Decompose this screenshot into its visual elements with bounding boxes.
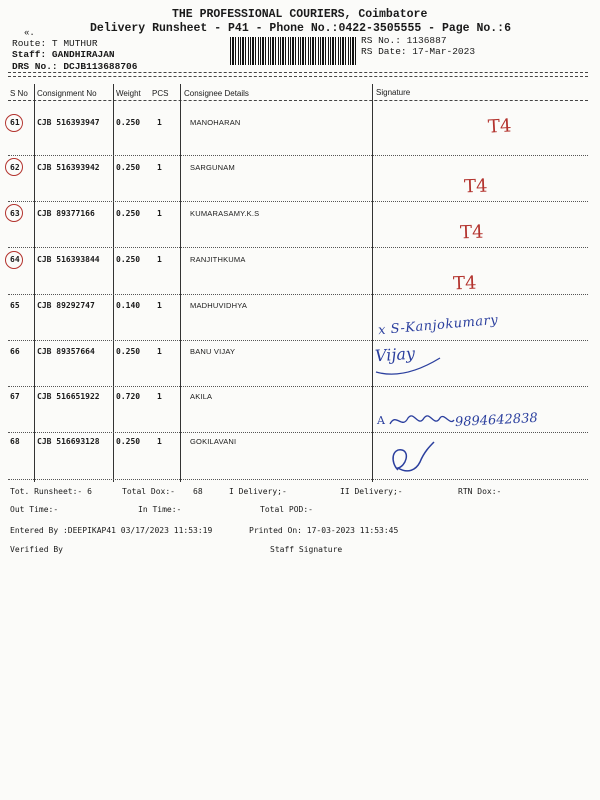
row-consignee: AKILA [190, 392, 213, 401]
in-time: In Time:- [138, 505, 182, 514]
row-pcs: 1 [157, 437, 162, 446]
row-consignment: CJB 516693128 [37, 437, 100, 446]
ii-delivery: II Delivery;- [340, 487, 403, 496]
row-pcs: 1 [157, 347, 162, 356]
rs-number: RS No.: 1136887 [361, 35, 447, 46]
row-consignee: SARGUNAM [190, 163, 235, 172]
row-consignment: CJB 89357664 [37, 347, 95, 356]
row-weight: 0.140 [116, 301, 141, 310]
row-consignee: MADHUVIDHYA [190, 301, 248, 310]
printed-on: Printed On: 17-03-2023 11:53:45 [249, 526, 399, 535]
row-sno: 65 [10, 301, 20, 310]
row-sno: 63 [10, 209, 20, 218]
row-weight: 0.250 [116, 347, 141, 356]
handwritten-signature: Vijay [374, 343, 416, 366]
col-consignee: Consignee Details [184, 89, 249, 98]
row-sno: 68 [10, 437, 20, 446]
row-consignment: CJB 516393947 [37, 118, 100, 127]
row-pcs: 1 [157, 163, 162, 172]
row-separator [8, 155, 588, 156]
row-separator [8, 247, 588, 248]
column-divider [372, 84, 373, 482]
total-pod: Total POD:- [260, 505, 313, 514]
route-label: Route: [12, 38, 47, 49]
row-separator [8, 201, 588, 202]
rs-date: RS Date: 17-Mar-2023 [361, 46, 476, 57]
tot-runsheet: Tot. Runsheet:- 6 [10, 487, 92, 496]
handwritten-initials: T4 [459, 221, 484, 244]
route-value: T MUTHUR [51, 38, 98, 49]
row-pcs: 1 [157, 255, 162, 264]
handwritten-signature: x S-Kanjokumary [377, 312, 499, 339]
col-consignment: Consignment No [37, 89, 97, 98]
drs-value: DCJB113688706 [63, 61, 138, 72]
row-pcs: 1 [157, 118, 162, 127]
row-sno: 62 [10, 163, 20, 172]
entered-by: Entered By :DEEPIKAP41 03/17/2023 11:53:19 [10, 526, 213, 535]
table-bottom-rule [8, 479, 588, 480]
handwritten-initials: T4 [487, 115, 513, 138]
handwritten-initials: T4 [452, 272, 477, 295]
row-weight: 0.250 [116, 255, 141, 264]
row-weight: 0.250 [116, 209, 141, 218]
row-weight: 0.250 [116, 118, 141, 127]
column-divider [34, 84, 35, 482]
signature-underline [374, 350, 444, 380]
col-signature: Signature [376, 88, 411, 97]
row-sno: 67 [10, 392, 20, 401]
i-delivery: I Delivery;- [229, 487, 287, 496]
barcode [230, 37, 356, 65]
route-line [12, 38, 98, 49]
column-divider [180, 84, 181, 482]
row-separator [8, 386, 588, 387]
row-sno: 64 [10, 255, 20, 264]
handwritten-initials: T4 [463, 175, 488, 198]
row-pcs: 1 [157, 301, 162, 310]
total-dox-label: Total Dox:- [122, 487, 175, 496]
row-separator [8, 340, 588, 341]
row-sno: 61 [10, 118, 20, 127]
col-sno: S No [10, 89, 28, 98]
drs-label: DRS No.: [12, 61, 58, 72]
scribble-signature [388, 440, 438, 478]
handwritten-initial: A [377, 414, 385, 427]
row-pcs: 1 [157, 392, 162, 401]
scribble-signature [388, 410, 458, 432]
staff-label: Staff: [12, 49, 47, 60]
col-weight: Weight [116, 89, 141, 98]
row-consignment: CJB 516393942 [37, 163, 100, 172]
out-time: Out Time:- [10, 505, 59, 514]
row-consignment: CJB 516651922 [37, 392, 100, 401]
company-title: THE PROFESSIONAL COURIERS, Coimbatore [172, 8, 428, 21]
row-consignment: CJB 516393844 [37, 255, 100, 264]
row-consignee: MANOHARAN [190, 118, 241, 127]
header-rule-top [8, 72, 588, 73]
row-pcs: 1 [157, 209, 162, 218]
row-separator [8, 294, 588, 295]
row-sno: 66 [10, 347, 20, 356]
header-rule-top-2 [8, 76, 588, 77]
row-weight: 0.250 [116, 163, 141, 172]
row-consignee: BANU VIJAY [190, 347, 236, 356]
column-divider [113, 84, 114, 482]
header-rule-bottom [8, 100, 588, 101]
staff-value: GANDHIRAJAN [51, 49, 115, 60]
row-consignee: KUMARASAMY.K.S [190, 209, 260, 218]
rtn-dox: RTN Dox:- [458, 487, 502, 496]
total-dox-value: 68 [193, 487, 203, 496]
row-consignee: RANJITHKUMA [190, 255, 246, 264]
row-separator [8, 432, 588, 433]
row-consignee: GOKILAVANI [190, 437, 237, 446]
handwritten-phone: 9894642838 [454, 410, 539, 431]
staff-line [12, 49, 115, 60]
runsheet-title: Delivery Runsheet - P41 - Phone No.:0422-3505555 - Page No.:6 [90, 22, 511, 35]
staff-signature: Staff Signature [270, 545, 343, 554]
verified-by: Verified By [10, 545, 63, 554]
row-weight: 0.720 [116, 392, 141, 401]
header-mark: «. [24, 28, 35, 38]
row-consignment: CJB 89377166 [37, 209, 95, 218]
col-pcs: PCS [152, 89, 169, 98]
drs-line [12, 61, 137, 72]
row-consignment: CJB 89292747 [37, 301, 95, 310]
row-weight: 0.250 [116, 437, 141, 446]
